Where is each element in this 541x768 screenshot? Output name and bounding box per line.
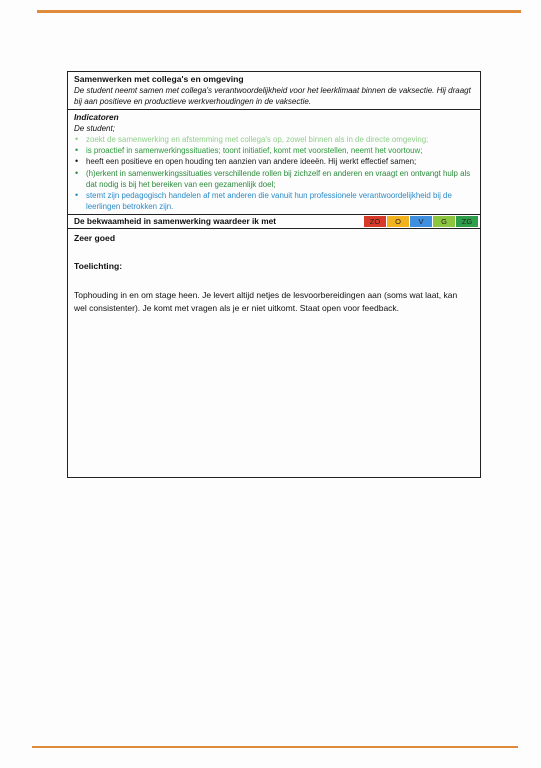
section-title: Samenwerken met collega's en omgeving (74, 74, 244, 84)
indicator-item (74, 156, 474, 167)
indicator-text: (h)erkent in samenwerkingssituaties verschillende rollen bij zichzelf en anderen en vraagt en ontvangt hulp als dat nodig is bij het bereiken van een gezamenlijk doel; (86, 168, 471, 189)
grade-g[interactable]: G (432, 216, 455, 227)
grade-zg[interactable]: ZG (455, 216, 478, 227)
toelichting-label: Toelichting: (74, 261, 123, 272)
bullet-icon: • (75, 190, 79, 201)
section-intro: De student neemt samen met collega's verantwoordelijkheid voor het leerklimaat binnen de vaksectie. Hij draagt bij aan positieve en productieve werkverhoudingen in de vaksectie. (74, 86, 471, 106)
indicator-text: zoekt de samenwerking en afstemming met collega's op, zowel binnen als in de directe omgeving; (86, 135, 429, 144)
indicator-list (74, 134, 474, 212)
indicator-text: is proactief in samenwerkingssituaties; toont initiatief, komt met voorstellen, neemt het voortouw; (86, 146, 423, 156)
verdict-text: Zeer goed (74, 233, 116, 244)
grading-label: De bekwaamheid in samenwerking waardeer ik met (74, 216, 276, 227)
bottom-divider (32, 746, 518, 748)
indicators-subtitle: De student; (74, 124, 115, 133)
indicators-block (68, 110, 480, 215)
toelichting-text: Tophouding in en om stage heen. Je levert altijd netjes de lesvoorbereidingen aan (soms wat laat, kan wel consistenter). Je komt met vragen als je er niet uitkomt. Staat open voor feedback. (74, 290, 458, 314)
grade-zo[interactable]: ZO (363, 216, 386, 227)
bullet-icon: • (75, 167, 79, 178)
bullet-icon: • (75, 134, 79, 144)
indicator-item (74, 145, 474, 156)
assessment-block (68, 229, 480, 317)
bullet-icon: • (75, 156, 79, 167)
indicators-title: Indicatoren (74, 112, 119, 122)
grade-v[interactable]: V (409, 216, 432, 227)
indicator-text: stemt zijn pedagogisch handelen af met anderen die vanuit hun professionele verantwoordelijkheid bij de leerlingen betrokken zijn. (86, 191, 452, 212)
indicator-item (74, 168, 474, 190)
grade-o[interactable]: O (386, 216, 409, 227)
competence-form (67, 71, 481, 478)
top-divider (37, 10, 521, 13)
indicator-text: heeft een positieve en open houding ten aanzien van andere ideeën. Hij werkt effectief samen; (86, 157, 417, 167)
indicator-item (74, 190, 474, 212)
bullet-icon: • (75, 145, 79, 156)
section-header (68, 72, 480, 110)
indicator-item (74, 134, 474, 145)
grading-row (68, 215, 480, 229)
grade-scale (363, 216, 478, 227)
